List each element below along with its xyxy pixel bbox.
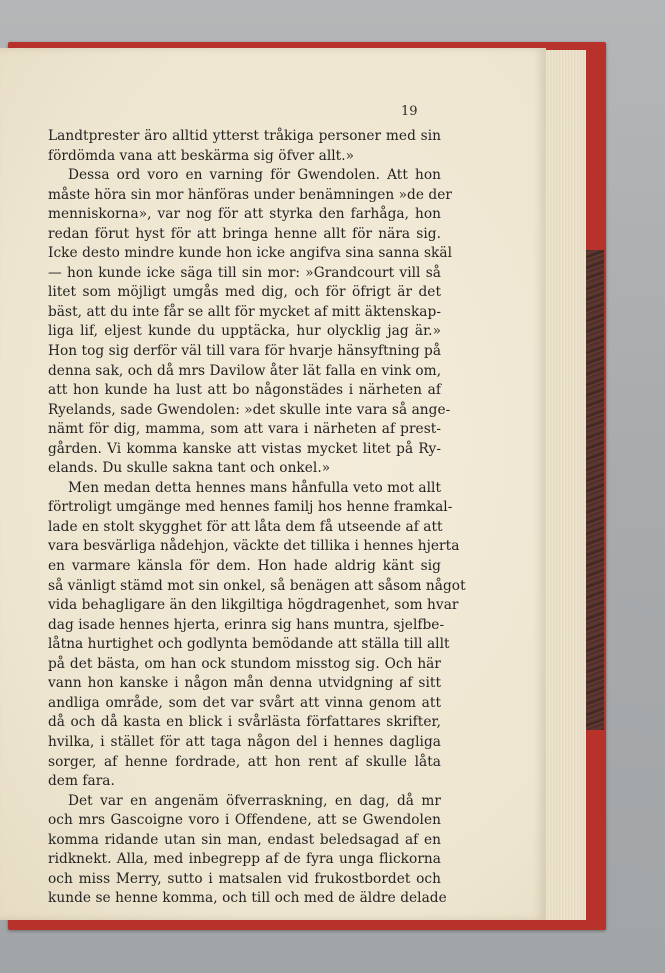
text-line: Ryelands, sade Gwendolen: »det skulle inte vara så ange- [48,401,451,418]
text-line: menniskorna», var nog för att styrka den farhåga, hon [48,206,441,223]
text-line: redan förut hyst för att bringa henne allt för nära sig. [48,225,441,242]
text-line: Dessa ord voro en varning för Gwendolen. Att hon [68,167,441,184]
marbled-edge [586,250,604,730]
page-number: 19 [401,104,418,119]
text-line: denna sak, och då mrs Davilow åter lät falla en vink om, [48,362,442,379]
text-line: måste höra sin mor hänföras under benämningen »de der [48,186,452,203]
text-line: liga lif, eljest kunde du upptäcka, hur olycklig jag är.» [48,323,441,340]
text-line: då och då kasta en blick i svårlästa författares skrifter, [48,714,441,731]
text-line: vara besvärliga nådehjon, väckte det tillika i hennes hjerta [48,538,460,555]
text-line: komma ridande utan sin man, endast beledsagad af en [48,831,441,848]
text-line: Landtprester äro alltid ytterst tråkiga personer med sin [48,128,441,144]
text-line: Men medan detta hennes mans hånfulla veto mot allt [68,479,442,496]
text-line: sorger, af henne fordrade, att hon rent af skulle låta [48,753,441,770]
text-line: bäst, att du inte får se allt för mycket af mitt äktenskap- [48,303,441,320]
text-line: fördömda vana att beskärma sig öfver allt.» [48,147,355,164]
text-line: elands. Du skulle sakna tant och onkel.» [48,460,331,477]
text-line: hvilka, i stället för att taga någon del i hennes dagliga [48,733,441,750]
text-line: på det bästa, om han ock stundom misstog sig. Och här [48,655,441,672]
text-line: låtna hurtighet och godlynta bemödande att ställa till allt [48,636,450,653]
text-line: vida behagligare än den likgiltiga högdragenhet, som hvar [48,597,459,614]
text-line: vann hon kanske i någon mån denna utvidgning af sitt [48,675,441,692]
text-line: förtroligt umgänge med hennes familj hos henne framkal- [48,499,453,516]
text-line: Det var en angenäm öfverraskning, en dag, då mr [68,792,441,809]
text-line: gården. Vi komma kanske att vistas mycket litet på Ry- [48,440,441,457]
text-line: kunde se henne komma, och till och med de äldre delade [48,890,447,907]
text-line: så vänligt stämd mot sin onkel, så benägen att såsom något [48,577,466,594]
text-line: Hon tog sig derför väl till vara för hvarje hänsyftning på [48,343,442,360]
text-line: dem fara. [48,773,115,790]
text-line: — hon kunde icke säga till sin mor: »Grandcourt vill så [48,264,441,281]
text-line: att hon kunde ha lust att bo någonstädes i närheten af [48,382,441,399]
text-line: och miss Merry, sutto i matsalen vid frukostbordet och [48,870,441,887]
body-text [48,127,466,909]
text-line: Icke desto mindre kunde hon icke angifva sina sanna skäl [48,245,453,262]
text-line: en varmare känsla för dem. Hon hade aldrig känt sig [48,558,441,575]
text-line: nämt för dig, mamma, som att vara i närheten af prest- [48,421,441,438]
text-line: lade en stolt skygghet för att låta dem få utseende af att [48,518,443,535]
text-line: och mrs Gascoigne voro i Offendene, att se Gwendolen [48,812,441,829]
text-line: litet som möjligt umgås med dig, och för öfrigt är det [48,284,441,301]
text-line: dag isade hennes hjerta, erinra sig hans muntra, sjelfbe- [48,616,445,633]
text-line: ridknekt. Alla, med inbegrepp af de fyra unga flickorna [48,851,441,868]
text-line: andliga område, som det var svårt att vinna genom att [48,694,441,711]
